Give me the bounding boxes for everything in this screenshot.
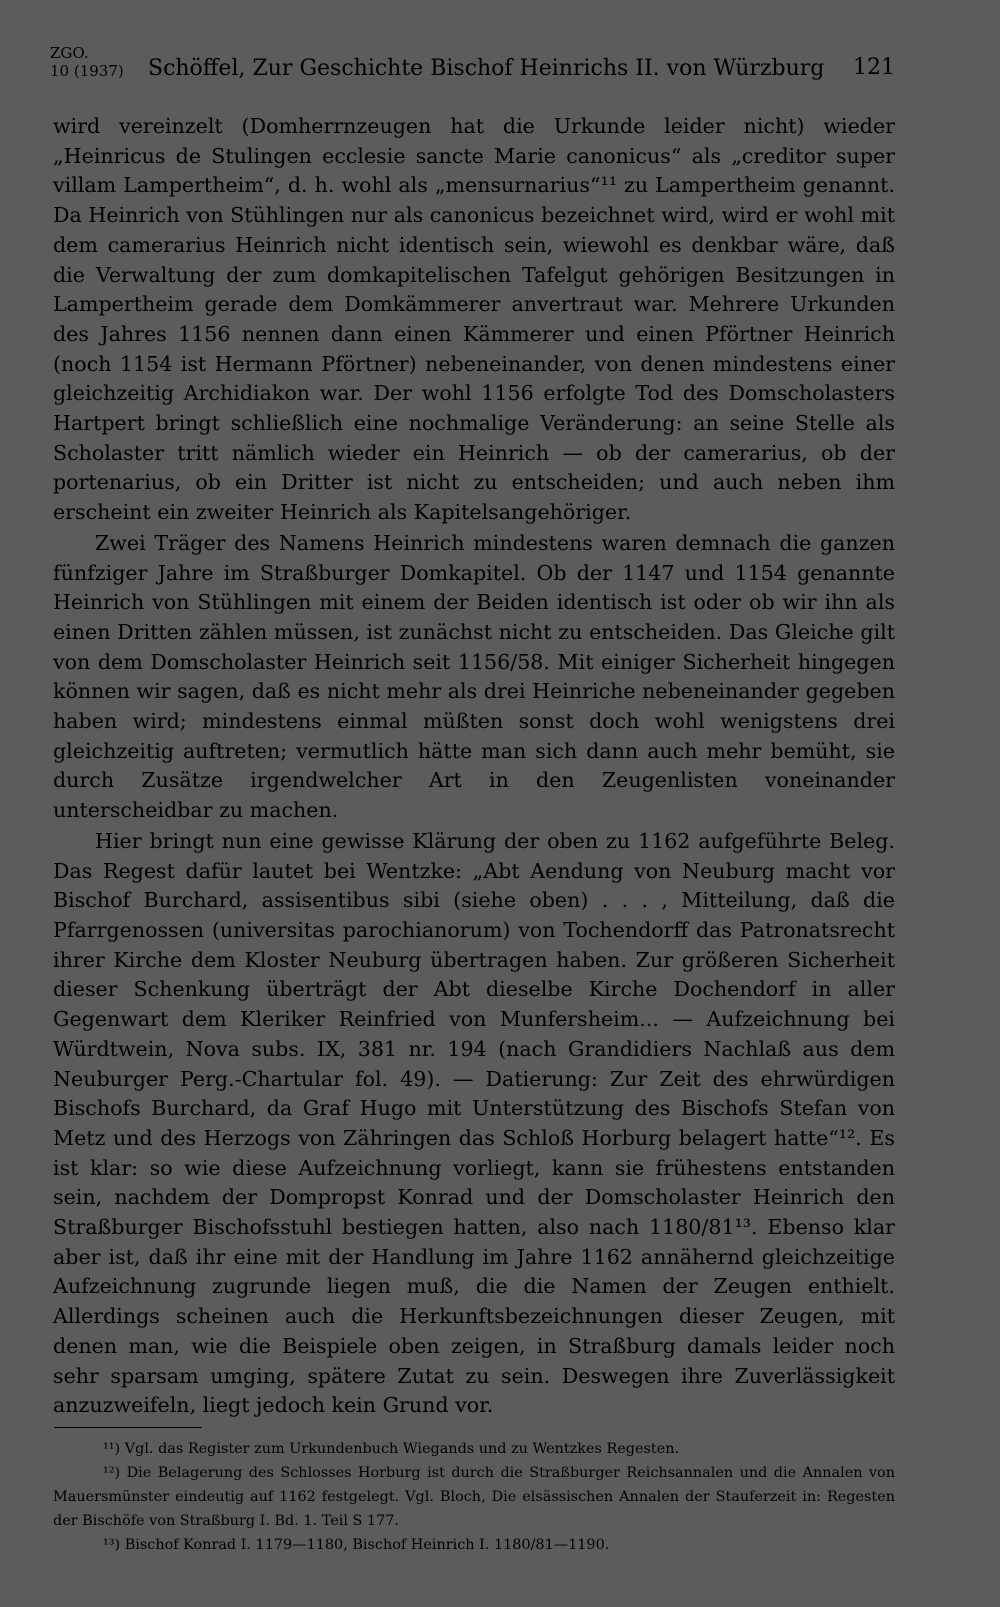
page-number: 121 xyxy=(853,55,895,80)
journal-reference xyxy=(50,44,124,80)
body-text xyxy=(53,112,895,1421)
footnote-separator xyxy=(54,1427,202,1428)
footnotes xyxy=(53,1437,895,1557)
running-title: Schöffel, Zur Geschichte Bischof Heinrichs II. von Würzburg xyxy=(148,56,825,81)
paragraph-2: Zwei Träger des Namens Heinrich mindestens waren demnach die ganzen fünfziger Jahre im Straßburger Domkapitel. Ob der 1147 und 1154 genannte Heinrich von Stühlingen mit einem der Beiden identisch ist oder ob wir ihn als einen Dritten zählen müssen, ist zunächst nicht zu entscheiden. Das Gleiche gilt von dem Domscholaster Heinrich seit 1156/58. Mit einiger Sicherheit hingegen können wir sagen, daß es nicht mehr als drei Heinriche nebeneinander gegeben haben wird; mindestens einmal müßten sonst doch wohl wenigstens drei gleichzeitig auftreten; vermutlich hätte man sich dann auch mehr bemüht, sie durch Zusätze irgendwelcher Art in den Zeugenlisten voneinander unterscheidbar zu machen. xyxy=(53,530,895,823)
footnote-12: ¹²) Die Belagerung des Schlosses Horburg ist durch die Straßburger Reichsannalen und die Annalen von Mauersmünster eindeutig auf 1162 festgelegt. Vgl. Bloch, Die elsässischen Annalen der Stauferzeit in: Regesten der Bischöfe von Straßburg I. Bd. 1. Teil S 177. xyxy=(53,1465,895,1529)
paragraph-3: Hier bringt nun eine gewisse Klärung der oben zu 1162 aufgeführte Beleg. Das Regest dafür lautet bei Wentzke: „Abt Aendung von Neuburg macht vor Bischof Burchard, assisentibus sibi (siehe oben) . . . , Mitteilung, daß die Pfarrgenossen (universitas parochianorum) von Tochendorff das Patronatsrecht ihrer Kirche dem Kloster Neuburg übertragen haben. Zur größeren Sicherheit dieser Schenkung überträgt der Abt dieselbe Kirche Dochendorf in aller Gegenwart dem Kleriker Reinfried von Munfersheim... — Aufzeichnung bei Würdtwein, Nova subs. IX, 381 nr. 194 (nach Grandidiers Nachlaß aus dem Neuburger Perg.-Chartular fol. 49). — Datierung: Zur Zeit des ehrwürdigen Bischofs Burchard, da Graf Hugo mit Unterstützung des Bischofs Stefan von Metz und des Herzogs von Zähringen das Schloß Horburg belagert hatte“¹². Es ist klar: so wie diese Aufzeichnung vorliegt, kann sie frühestens entstanden sein, nachdem der Dompropst Konrad und der Domscholaster Heinrich den Straßburger Bischofsstuhl bestiegen hatten, also nach 1180/81¹³. Ebenso klar aber ist, daß ihr eine mit der Handlung im Jahre 1162 annähernd gleichzeitige Aufzeichnung zugrunde liegen muß, die die Namen der Zeugen enthielt. Allerdings scheinen auch die Herkunftsbezeichnungen dieser Zeugen, mit denen man, wie die Beispiele oben zeigen, in Straßburg damals leider noch sehr sparsam umging, spätere Zutat zu sein. Deswegen ihre Zuverlässigkeit anzuzweifeln, liegt jedoch kein Grund vor. xyxy=(53,828,895,1418)
page-header xyxy=(50,38,895,98)
journal-volume: 10 (1937) xyxy=(50,62,124,80)
footnote-13: ¹³) Bischof Konrad I. 1179—1180, Bischof Heinrich I. 1180/81—1190. xyxy=(103,1537,610,1553)
footnote-11: ¹¹) Vgl. das Register zum Urkundenbuch Wiegands und zu Wentzkes Regesten. xyxy=(103,1441,680,1457)
paragraph-1: wird vereinzelt (Domherrnzeugen hat die Urkunde leider nicht) wieder „Heinricus de Stulingen ecclesie sancte Marie canonicus“ als „creditor super villam Lampertheim“, d. h. wohl als „mensurnarius“¹¹ zu Lampertheim genannt. Da Heinrich von Stühlingen nur als canonicus bezeichnet wird, wird er wohl mit dem camerarius Heinrich nicht identisch sein, wiewohl es denkbar wäre, daß die Verwaltung der zum domkapitelischen Tafelgut gehörigen Besitzungen in Lampertheim gerade dem Domkämmerer anvertraut war. Mehrere Urkunden des Jahres 1156 nennen dann einen Kämmerer und einen Pförtner Heinrich (noch 1154 ist Hermann Pförtner) nebeneinander, von denen mindestens einer gleichzeitig Archidiakon war. Der wohl 1156 erfolgte Tod des Domscholasters Hartpert bringt schließlich eine nochmalige Veränderung: an seine Stelle als Scholaster tritt nämlich wieder ein Heinrich — ob der camerarius, ob der portenarius, ob ein Dritter ist nicht zu entscheiden; und auch neben ihm erscheint ein zweiter Heinrich als Kapitelsangehöriger. xyxy=(53,114,895,525)
journal-abbreviation: ZGO. xyxy=(50,44,89,62)
